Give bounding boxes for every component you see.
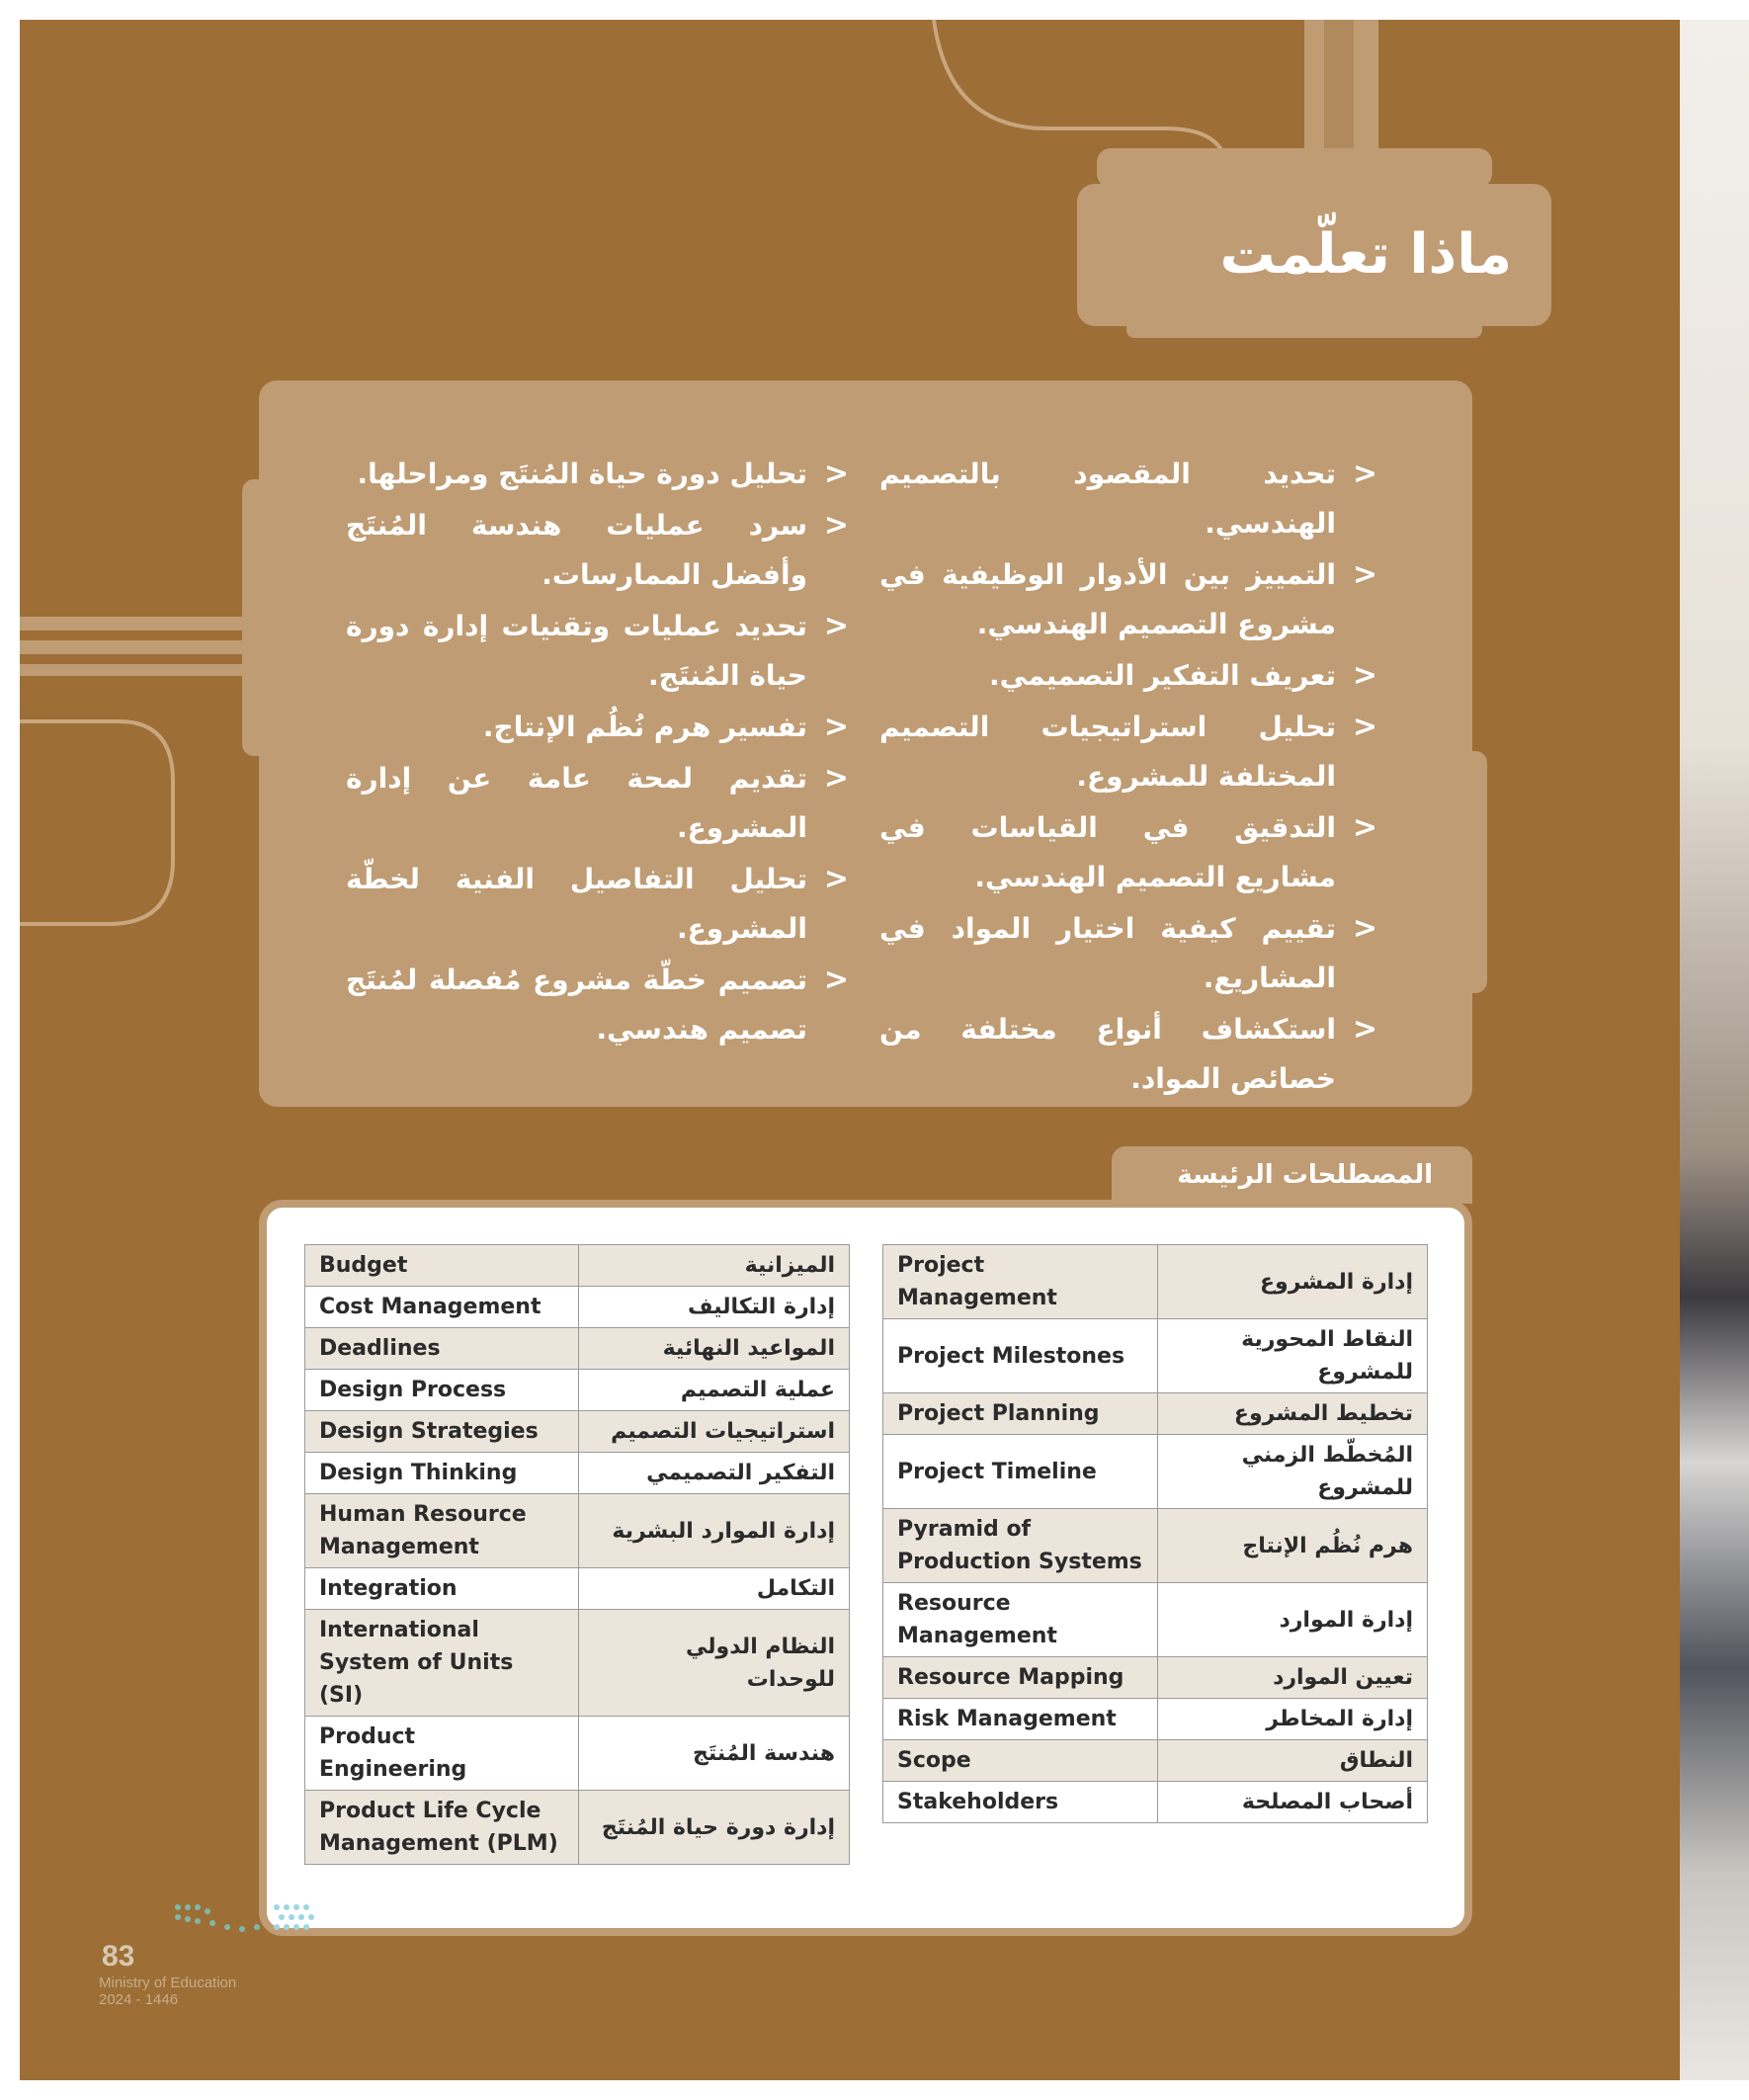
term-arabic: إدارة دورة حياة المُنتَج xyxy=(579,1791,850,1865)
objective-text: تصميم خطّة مشروع مُفصلة لمُنتَج تصميم هندسي. xyxy=(346,964,807,1046)
chevron-icon: < xyxy=(823,761,849,796)
chevron-icon: < xyxy=(1352,710,1377,744)
term-arabic: هرم نُظُم الإنتاج xyxy=(1158,1509,1428,1583)
objective-item xyxy=(879,651,1383,701)
chevron-icon: < xyxy=(823,963,849,997)
term-arabic: النقاط المحورية للمشروع xyxy=(1158,1319,1428,1393)
term-english: Design Strategies xyxy=(305,1411,579,1453)
table-row xyxy=(305,1717,850,1791)
table-row xyxy=(883,1245,1428,1319)
term-arabic: المواعيد النهائية xyxy=(579,1328,850,1370)
table-row xyxy=(883,1782,1428,1823)
objective-item xyxy=(346,754,855,853)
term-arabic: إدارة الموارد xyxy=(1158,1583,1428,1657)
term-arabic: أصحاب المصلحة xyxy=(1158,1782,1428,1823)
objective-text: تقييم كيفية اختيار المواد في المشاريع. xyxy=(879,912,1336,994)
chevron-icon: < xyxy=(1352,1012,1377,1047)
chevron-icon: < xyxy=(1352,457,1377,491)
objective-item xyxy=(879,450,1383,548)
table-row xyxy=(883,1435,1428,1509)
table-row xyxy=(883,1657,1428,1699)
objective-text: تحديد المقصود بالتصميم الهندسي. xyxy=(879,458,1336,540)
term-english: Project Timeline xyxy=(883,1435,1158,1509)
term-english: Resource Management xyxy=(883,1583,1158,1657)
table-row xyxy=(305,1494,850,1568)
term-arabic: تخطيط المشروع xyxy=(1158,1393,1428,1435)
term-arabic: عملية التصميم xyxy=(579,1370,850,1411)
objective-item xyxy=(346,956,855,1054)
objective-item xyxy=(879,803,1383,902)
term-english: Stakeholders xyxy=(883,1782,1158,1823)
term-english: Scope xyxy=(883,1740,1158,1782)
term-english: International System of Units (SI) xyxy=(305,1610,579,1717)
objective-text: استكشاف أنواع مختلفة من خصائص المواد. xyxy=(879,1013,1336,1095)
objective-text: تحليل دورة حياة المُنتَج ومراحلها. xyxy=(357,458,807,490)
term-arabic: إدارة التكاليف xyxy=(579,1287,850,1328)
table-row xyxy=(305,1370,850,1411)
term-english: Integration xyxy=(305,1568,579,1610)
term-english: Project Management xyxy=(883,1245,1158,1319)
objective-item xyxy=(879,703,1383,801)
term-arabic: إدارة الموارد البشرية xyxy=(579,1494,850,1568)
table-row xyxy=(305,1568,850,1610)
objectives-right-column xyxy=(879,450,1383,1106)
term-english: Pyramid of Production Systems xyxy=(883,1509,1158,1583)
table-row xyxy=(305,1245,850,1287)
table-row xyxy=(883,1740,1428,1782)
chevron-icon: < xyxy=(823,609,849,643)
term-arabic: إدارة المخاطر xyxy=(1158,1699,1428,1740)
objective-item xyxy=(879,1005,1383,1104)
term-english: Design Thinking xyxy=(305,1453,579,1494)
objective-item xyxy=(346,703,855,752)
chevron-icon: < xyxy=(823,710,849,744)
table-row xyxy=(883,1393,1428,1435)
term-arabic: هندسة المُنتَج xyxy=(579,1717,850,1791)
term-arabic: تعيين الموارد xyxy=(1158,1657,1428,1699)
term-english: Risk Management xyxy=(883,1699,1158,1740)
term-arabic: التكامل xyxy=(579,1568,850,1610)
chevron-icon: < xyxy=(1352,557,1377,592)
table-row xyxy=(305,1411,850,1453)
chevron-icon: < xyxy=(823,457,849,491)
term-arabic: التفكير التصميمي xyxy=(579,1453,850,1494)
objective-text: تفسير هرم نُظُم الإنتاج. xyxy=(482,711,807,743)
term-arabic: المُخطّط الزمني للمشروع xyxy=(1158,1435,1428,1509)
table-row xyxy=(305,1453,850,1494)
objectives-left-column xyxy=(346,450,855,1056)
term-arabic: إدارة المشروع xyxy=(1158,1245,1428,1319)
term-english: Deadlines xyxy=(305,1328,579,1370)
chevron-icon: < xyxy=(823,862,849,896)
term-english: Design Process xyxy=(305,1370,579,1411)
chevron-icon: < xyxy=(1352,810,1377,845)
term-english: Project Planning xyxy=(883,1393,1158,1435)
objective-item xyxy=(346,501,855,600)
term-english: Human Resource Management xyxy=(305,1494,579,1568)
chevron-icon: < xyxy=(1352,658,1377,693)
objective-text: تحديد عمليات وتقنيات إدارة دورة حياة المُنتَج. xyxy=(346,610,807,692)
term-english: Project Milestones xyxy=(883,1319,1158,1393)
objective-item xyxy=(879,904,1383,1003)
chevron-icon: < xyxy=(1352,911,1377,946)
term-english: Product Engineering xyxy=(305,1717,579,1791)
background-photo xyxy=(1680,20,1749,2080)
ministry-logo-icon xyxy=(168,1897,326,1947)
ministry-caption xyxy=(99,1974,296,2008)
objective-text: تقديم لمحة عامة عن إدارة المشروع. xyxy=(346,762,807,844)
table-row xyxy=(883,1699,1428,1740)
objective-text: التمييز بين الأدوار الوظيفية في مشروع التصميم الهندسي. xyxy=(879,558,1336,640)
term-arabic: النطاق xyxy=(1158,1740,1428,1782)
term-english: Resource Mapping xyxy=(883,1657,1158,1699)
table-row xyxy=(883,1583,1428,1657)
key-terms-title: المصطلحات الرئيسة xyxy=(1177,1160,1433,1190)
objective-item xyxy=(346,450,855,499)
objective-item xyxy=(346,602,855,701)
term-arabic: استراتيجيات التصميم xyxy=(579,1411,850,1453)
page-number: 83 xyxy=(102,1940,135,1973)
table-row xyxy=(305,1287,850,1328)
term-arabic: النظام الدولي للوحدات xyxy=(579,1610,850,1717)
term-arabic: الميزانية xyxy=(579,1245,850,1287)
page-title: ماذا تعلّمت xyxy=(1219,222,1512,287)
objective-text: تحليل استراتيجيات التصميم المختلفة للمشروع. xyxy=(879,711,1336,793)
table-row xyxy=(305,1791,850,1865)
key-terms-right-table xyxy=(882,1244,1428,1823)
table-row xyxy=(883,1319,1428,1393)
objective-text: التدقيق في القياسات في مشاريع التصميم الهندسي. xyxy=(879,811,1336,893)
objective-text: سرد عمليات هندسة المُنتَج وأفضل الممارسات. xyxy=(346,509,807,591)
key-terms-left-table xyxy=(304,1244,850,1865)
ministry-name: Ministry of Education xyxy=(99,1974,237,1991)
objective-text: تحليل التفاصيل الفنية لخطّة المشروع. xyxy=(346,863,807,945)
table-row xyxy=(305,1610,850,1717)
term-english: Product Life Cycle Management (PLM) xyxy=(305,1791,579,1865)
objective-text: تعريف التفكير التصميمي. xyxy=(989,659,1336,692)
term-english: Budget xyxy=(305,1245,579,1287)
chevron-icon: < xyxy=(823,508,849,543)
table-row xyxy=(883,1509,1428,1583)
objective-item xyxy=(346,855,855,954)
table-row xyxy=(305,1328,850,1370)
term-english: Cost Management xyxy=(305,1287,579,1328)
ministry-year: 2024 - 1446 xyxy=(99,1991,179,2008)
objective-item xyxy=(879,550,1383,649)
